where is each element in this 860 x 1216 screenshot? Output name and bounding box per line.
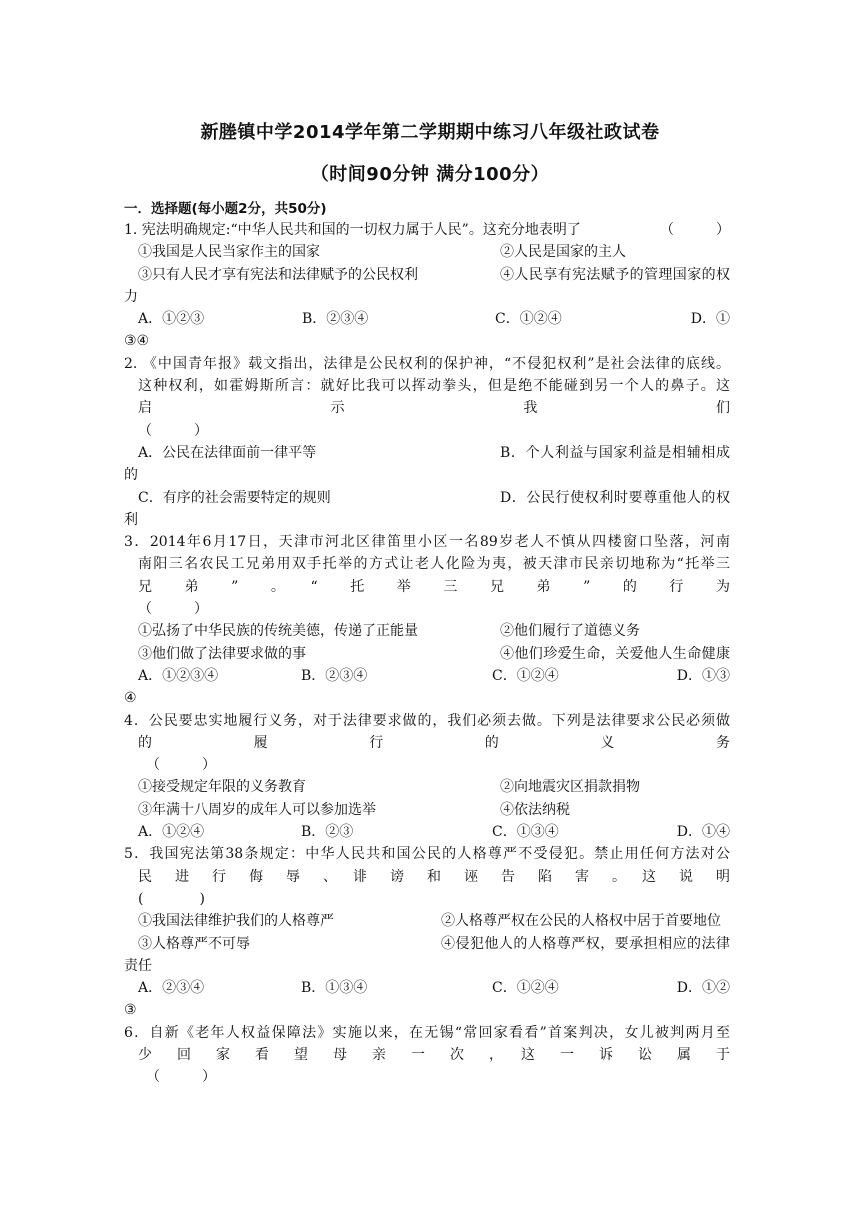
item: ④侵犯他人的人格尊严权，要承担相应的法律 (441, 935, 730, 952)
option-c: C．①②④ (495, 311, 562, 328)
question-1-options (124, 308, 730, 330)
option-a: A．①②④ (138, 824, 205, 841)
question-5-options (124, 977, 730, 999)
option-b: B．②③④ (301, 667, 368, 684)
option-b: B．个人利益与国家利益是相辅相成 (500, 444, 730, 461)
option-b: B．②③④ (302, 311, 369, 328)
question-3-stem: 兄 弟 ” 。 “ 托 举 三 兄 弟 ” 的 行 为 (138, 578, 730, 595)
option-c: C．①③④ (492, 824, 559, 841)
continuation: 力 (124, 288, 138, 305)
item: ②人格尊严权在公民的人格权中居于首要地位 (441, 913, 721, 930)
question-2-options-row (124, 442, 730, 464)
exam-subtitle: （时间90分钟 满分100分） (310, 164, 550, 185)
question-5-stem: 5．我国宪法第38条规定：中华人民共和国公民的人格尊严不受侵犯。禁止用任何方法对公 (124, 846, 730, 863)
option-a: A．①②③ (138, 311, 205, 328)
continuation: ④ (124, 690, 137, 707)
question-3-items-row (124, 620, 730, 642)
option-c: C．①②④ (492, 980, 559, 997)
item: ④人民享有宪法赋予的管理国家的权 (500, 266, 730, 283)
item: ①我国是人民当家作主的国家 (138, 244, 320, 261)
question-2-stem: 2. 《中国青年报》载文指出，法律是公民权利的保护神，“不侵犯权利”是社会法律的底线。 (124, 355, 730, 372)
question-4-items-row (124, 799, 730, 821)
option-c: C．①②④ (492, 667, 559, 684)
option-d: D．公民行使权利时要尊重他人的权 (500, 489, 730, 506)
question-6-stem: 少 回 家 看 望 母 亲 一 次 ， 这 一 诉 讼 属 于 (138, 1046, 730, 1063)
continuation: ③ (124, 1002, 137, 1019)
option-b: B．①③④ (301, 980, 368, 997)
questions (124, 219, 730, 1089)
question-1-items-row (124, 264, 730, 286)
item: ④他们珍爱生命，关爱他人生命健康 (500, 645, 730, 662)
question-4-items-row (124, 776, 730, 798)
item: ①我国法律维护我们的人格尊严 (138, 913, 334, 930)
option-d: D．①② (676, 980, 730, 997)
question-4-stem: 的 履 行 的 义 务 (138, 734, 730, 751)
option-b: B．②③ (301, 824, 354, 841)
option-a: A．公民在法律面前一律平等 (138, 444, 317, 461)
question-4-options (124, 821, 730, 843)
option-d: D．① (690, 311, 730, 328)
item: ③年满十八周岁的成年人可以参加选举 (138, 801, 376, 818)
item: ③人格尊严不可辱 (138, 935, 250, 952)
question-3-stem: 南阳三名农民工兄弟用双手托举的方式让老人化险为夷，被天津市民亲切地称为“托举三 (138, 556, 730, 573)
question-2-stem: 启 示 我 们 (138, 400, 730, 417)
option-d: D．①③ (676, 667, 730, 684)
item: ①接受规定年限的义务教育 (138, 779, 306, 796)
answer-paren: （ ） (146, 1069, 216, 1086)
item: ④依法纳税 (500, 801, 570, 818)
question-6-stem: 6．自新《老年人权益保障法》实施以来，在无锡“常回家看看”首案判决，女儿被判两月至 (124, 1024, 730, 1041)
question-2-options-row (124, 487, 730, 509)
item: ②向地震灾区捐款捐物 (500, 779, 640, 796)
question-1-items-row (124, 241, 730, 263)
item: ②他们履行了道德义务 (500, 623, 640, 640)
answer-paren: （ ） (138, 422, 208, 439)
section-heading: 一．选择题(每小题2分，共50分) (124, 201, 327, 217)
question-5-items-row (124, 933, 730, 955)
question-5-items-row (124, 910, 730, 932)
question-5-stem: 民 进 行 侮 辱 、 诽 谤 和 诬 告 陷 害 。 这 说 明 (138, 868, 730, 885)
question-1-stem: 1. 宪法明确规定:“中华人民共和国的一切权力属于人民”。这充分地表明了 （ ） (124, 222, 730, 238)
item: ②人民是国家的主人 (500, 244, 626, 261)
continuation: 的 (124, 467, 138, 484)
continuation: 利 (124, 511, 138, 528)
question-3-items-row (124, 643, 730, 665)
item: ③他们做了法律要求做的事 (138, 645, 306, 662)
question-2-stem: 这种权利，如霍姆斯所言：就好比我可以挥动拳头，但是绝不能碰到另一个人的鼻子。这 (138, 378, 730, 395)
answer-paren: （ ） (146, 757, 216, 774)
continuation: ③④ (124, 333, 150, 350)
item: ③只有人民才享有宪法和法律赋予的公民权利 (138, 266, 418, 283)
option-a: A．①②③④ (138, 667, 219, 684)
option-a: A．②③④ (138, 980, 205, 997)
option-c: C．有序的社会需要特定的规则 (138, 489, 331, 506)
continuation: 责任 (124, 957, 152, 974)
option-d: D．①④ (676, 824, 730, 841)
answer-paren: ( ) (138, 890, 205, 907)
question-4-stem: 4．公民要忠实地履行义务，对于法律要求做的，我们必须去做。下列是法律要求公民必须做 (124, 712, 730, 729)
question-3-options (124, 665, 730, 687)
answer-paren: （ ） (138, 601, 208, 618)
exam-title: 新塍镇中学2014学年第二学期期中练习八年级社政试卷 (200, 122, 660, 143)
item: ①弘扬了中华民族的传统美德，传递了正能量 (138, 623, 418, 640)
question-3-stem: 3．2014年6月17日，天津市河北区律笛里小区一名89岁老人不慎从四楼窗口坠落，河南 (124, 534, 730, 551)
